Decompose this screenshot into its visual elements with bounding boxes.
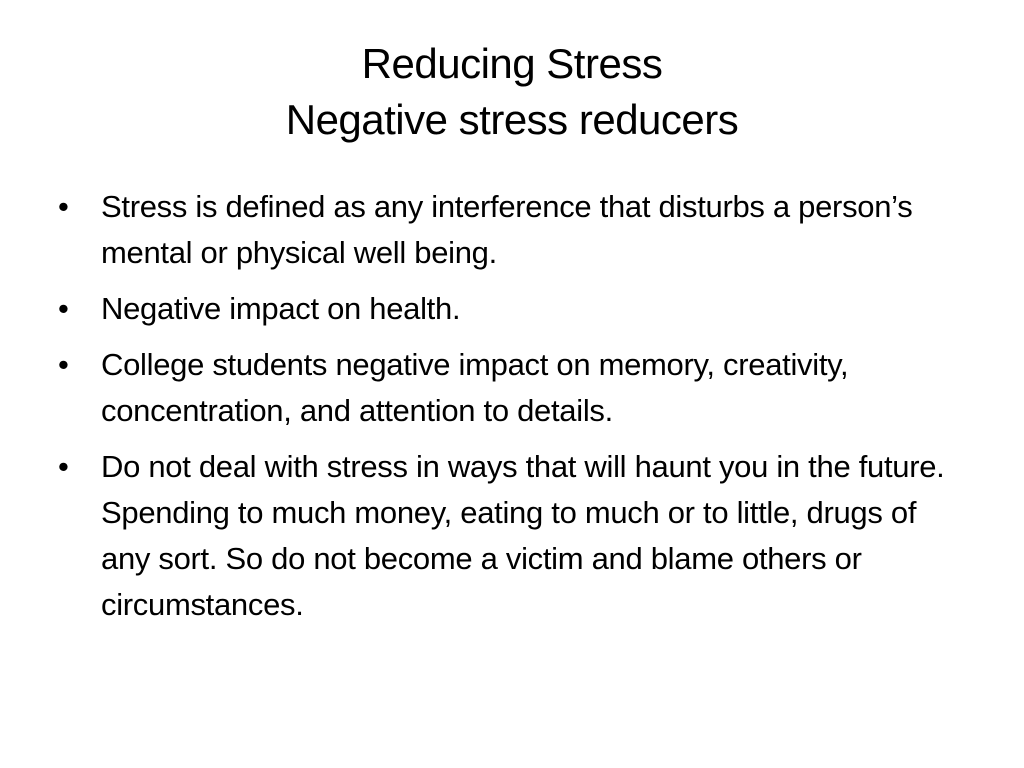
title-line-subtitle: Negative stress reducers <box>285 96 739 143</box>
bullet-dot-icon: • <box>58 347 69 382</box>
title-line-main: Reducing Stress <box>361 40 663 87</box>
bullet-item <box>56 286 966 332</box>
bullet-list <box>56 184 966 638</box>
bullet-dot-icon: • <box>58 449 69 484</box>
bullet-dot-icon: • <box>58 291 69 326</box>
bullet-text: Do not deal with stress in ways that will haunt you in the future. Spending to much money, eating to much or to little, drugs of any sort. So do not become a victim and blame others or circumstances. <box>101 449 945 622</box>
bullet-item <box>56 444 966 628</box>
bullet-text: Negative impact on health. <box>101 291 461 326</box>
bullet-text: College students negative impact on memory, creativity, concentration, and attention to details. <box>101 347 849 428</box>
bullet-item <box>56 184 966 276</box>
bullet-dot-icon: • <box>58 189 69 224</box>
bullet-text: Stress is defined as any interference that disturbs a person’s mental or physical well being. <box>101 189 913 270</box>
slide-title <box>60 36 964 148</box>
bullet-item <box>56 342 966 434</box>
